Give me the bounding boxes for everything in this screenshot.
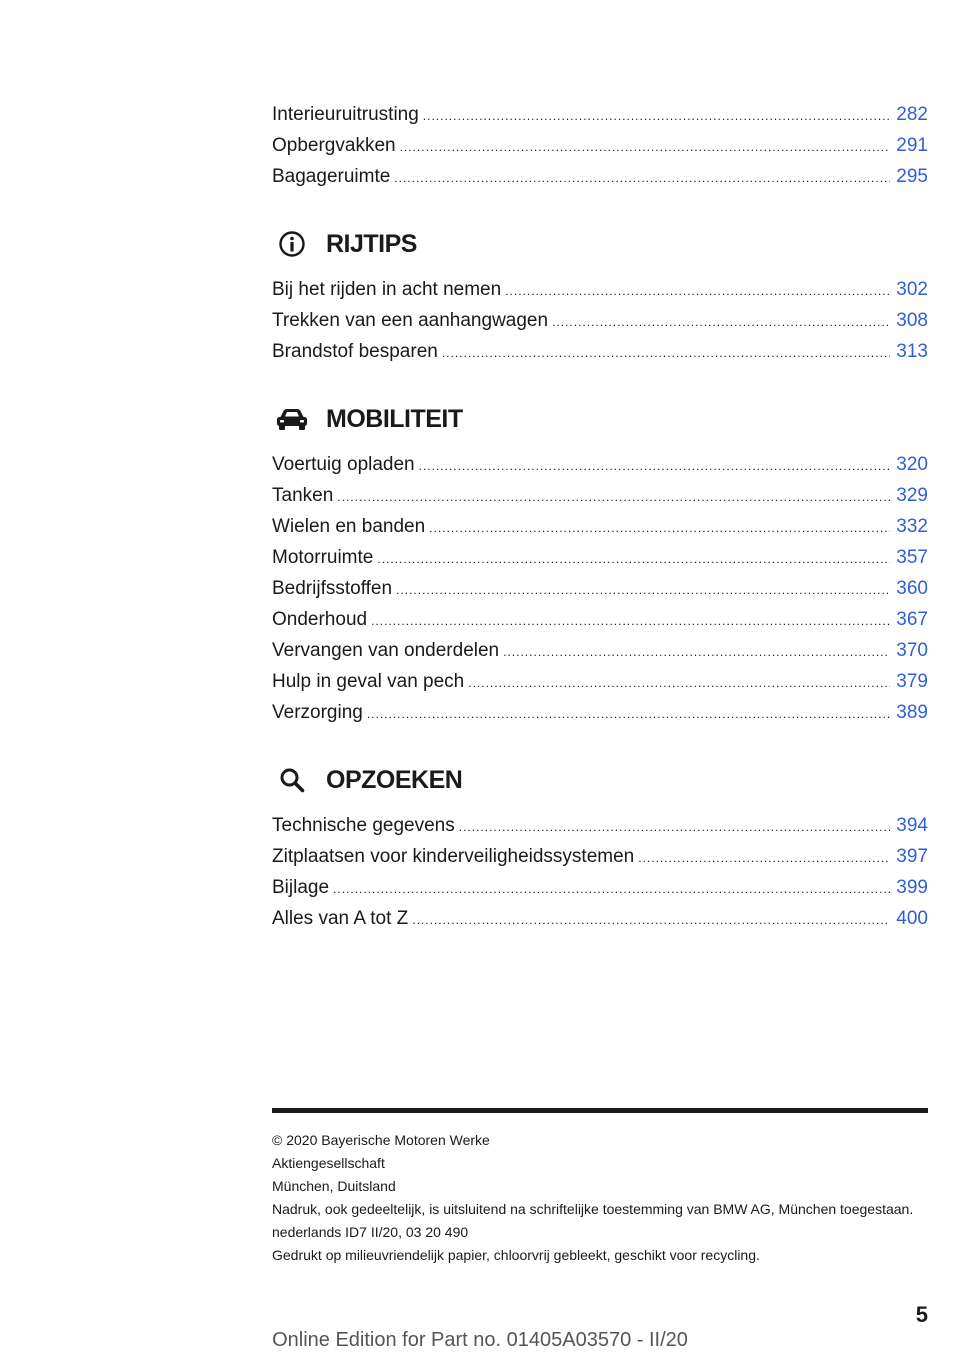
imprint: [272, 1108, 928, 1267]
divider: [272, 1108, 928, 1113]
toc-entry-label: Trekken van een aanhangwagen: [272, 310, 549, 331]
toc-leader-dots: [638, 851, 890, 865]
toc-leader-dots: [468, 676, 890, 690]
toc-page-link[interactable]: 357: [896, 547, 928, 568]
section-title: MOBILITEIT: [326, 404, 463, 433]
info-circle-icon: [272, 228, 312, 260]
toc-entry[interactable]: [272, 341, 928, 372]
toc-page-link[interactable]: 399: [896, 877, 928, 898]
toc-entry-label: Onderhoud: [272, 609, 368, 630]
toc-entry[interactable]: [272, 166, 928, 197]
toc-entry-label: Bedrijfsstoffen: [272, 578, 393, 599]
toc-page-link[interactable]: 332: [896, 516, 928, 537]
toc-page-link[interactable]: 389: [896, 702, 928, 723]
toc-entry-label: Hulp in geval van pech: [272, 671, 465, 692]
toc-entry-label: Wielen en banden: [272, 516, 426, 537]
section-title: RIJTIPS: [326, 229, 417, 258]
toc-leader-dots: [396, 583, 890, 597]
imprint-line: Gedrukt op milieuvriendelijk papier, chloorvrij gebleekt, geschikt voor recycling.: [272, 1247, 760, 1263]
imprint-line: nederlands ID7 II/20, 03 20 490: [272, 1224, 469, 1240]
toc-page-link[interactable]: 367: [896, 609, 928, 630]
toc-page-link[interactable]: 370: [896, 640, 928, 661]
toc-leader-dots: [442, 346, 890, 360]
toc-entry-label: Alles van A tot Z: [272, 908, 409, 929]
toc-entry[interactable]: [272, 104, 928, 135]
section-header: [272, 757, 928, 803]
toc-leader-dots: [337, 490, 890, 504]
toc-leader-dots: [503, 645, 890, 659]
section-mobiliteit: [272, 396, 928, 733]
toc-page-link[interactable]: 308: [896, 310, 928, 331]
toc-leader-dots: [505, 284, 890, 298]
toc-page-link[interactable]: 291: [896, 135, 928, 156]
toc-entry[interactable]: [272, 671, 928, 702]
imprint-line: Aktiengesellschaft: [272, 1155, 385, 1171]
toc-entry-label: Vervangen van onderdelen: [272, 640, 500, 661]
section-title: OPZOEKEN: [326, 765, 463, 794]
section-opzoeken: [272, 757, 928, 939]
toc-leader-dots: [377, 552, 890, 566]
toc-entry[interactable]: [272, 702, 928, 733]
toc-entry-label: Bij het rijden in acht nemen: [272, 279, 502, 300]
toc-entry[interactable]: [272, 815, 928, 846]
toc-entry[interactable]: [272, 310, 928, 341]
toc-page-link[interactable]: 295: [896, 166, 928, 187]
toc-leader-dots: [367, 707, 890, 721]
toc-page-link[interactable]: 302: [896, 279, 928, 300]
page-number: 5: [915, 1302, 928, 1327]
toc-leader-dots: [459, 820, 891, 834]
toc-entry[interactable]: [272, 454, 928, 485]
imprint-line: München, Duitsland: [272, 1178, 396, 1194]
toc-entry-label: Opbergvakken: [272, 135, 396, 156]
toc-page-link[interactable]: 320: [896, 454, 928, 475]
toc-entry-label: Brandstof besparen: [272, 341, 438, 362]
toc-page-link[interactable]: 394: [896, 815, 928, 836]
toc-leader-dots: [371, 614, 890, 628]
toc-entry[interactable]: [272, 547, 928, 578]
toc-entry-label: Interieuruitrusting: [272, 104, 419, 125]
toc-entry[interactable]: [272, 578, 928, 609]
toc-entry[interactable]: [272, 609, 928, 640]
toc-entry[interactable]: [272, 877, 928, 908]
toc-entry-label: Bijlage: [272, 877, 330, 898]
toc-entry[interactable]: [272, 908, 928, 939]
toc-entry[interactable]: [272, 516, 928, 547]
toc-leader-dots: [423, 109, 891, 123]
car-front-icon: [272, 403, 312, 435]
toc-entry-label: Bagageruimte: [272, 166, 391, 187]
section-header: [272, 396, 928, 442]
toc-entry-label: Tanken: [272, 485, 334, 506]
toc-page-link[interactable]: 400: [896, 908, 928, 929]
toc-leader-dots: [333, 882, 890, 896]
toc-entry[interactable]: [272, 640, 928, 671]
section-rijtips: [272, 221, 928, 372]
toc-page-link[interactable]: 397: [896, 846, 928, 867]
toc-page-link[interactable]: 379: [896, 671, 928, 692]
table-of-contents: [272, 104, 928, 939]
toc-leader-dots: [412, 913, 890, 927]
imprint-line: Nadruk, ook gedeeltelijk, is uitsluitend na schriftelijke toestemming van BMW AG, München toegestaan.: [272, 1201, 914, 1217]
toc-leader-dots: [394, 171, 890, 185]
toc-entry-label: Voertuig opladen: [272, 454, 415, 475]
online-edition-footer: Online Edition for Part no. 01405A03570 - II/20: [272, 1329, 688, 1351]
toc-leader-dots: [419, 459, 891, 473]
toc-leader-dots: [552, 315, 890, 329]
toc-entry-label: Technische gegevens: [272, 815, 455, 836]
toc-page-link[interactable]: 329: [896, 485, 928, 506]
toc-group-interior: [272, 104, 928, 197]
imprint-line: © 2020 Bayerische Motoren Werke: [272, 1132, 490, 1148]
toc-entry-label: Motorruimte: [272, 547, 374, 568]
toc-page-link[interactable]: 282: [896, 104, 928, 125]
toc-leader-dots: [400, 140, 891, 154]
search-icon: [272, 764, 312, 796]
toc-page-link[interactable]: 360: [896, 578, 928, 599]
toc-entry[interactable]: [272, 846, 928, 877]
toc-entry[interactable]: [272, 135, 928, 166]
section-header: [272, 221, 928, 267]
toc-entry[interactable]: [272, 279, 928, 310]
toc-entry[interactable]: [272, 485, 928, 516]
toc-entry-label: Zitplaatsen voor kinderveiligheidssystemen: [272, 846, 635, 867]
toc-leader-dots: [429, 521, 890, 535]
toc-page-link[interactable]: 313: [896, 341, 928, 362]
toc-entry-label: Verzorging: [272, 702, 363, 723]
